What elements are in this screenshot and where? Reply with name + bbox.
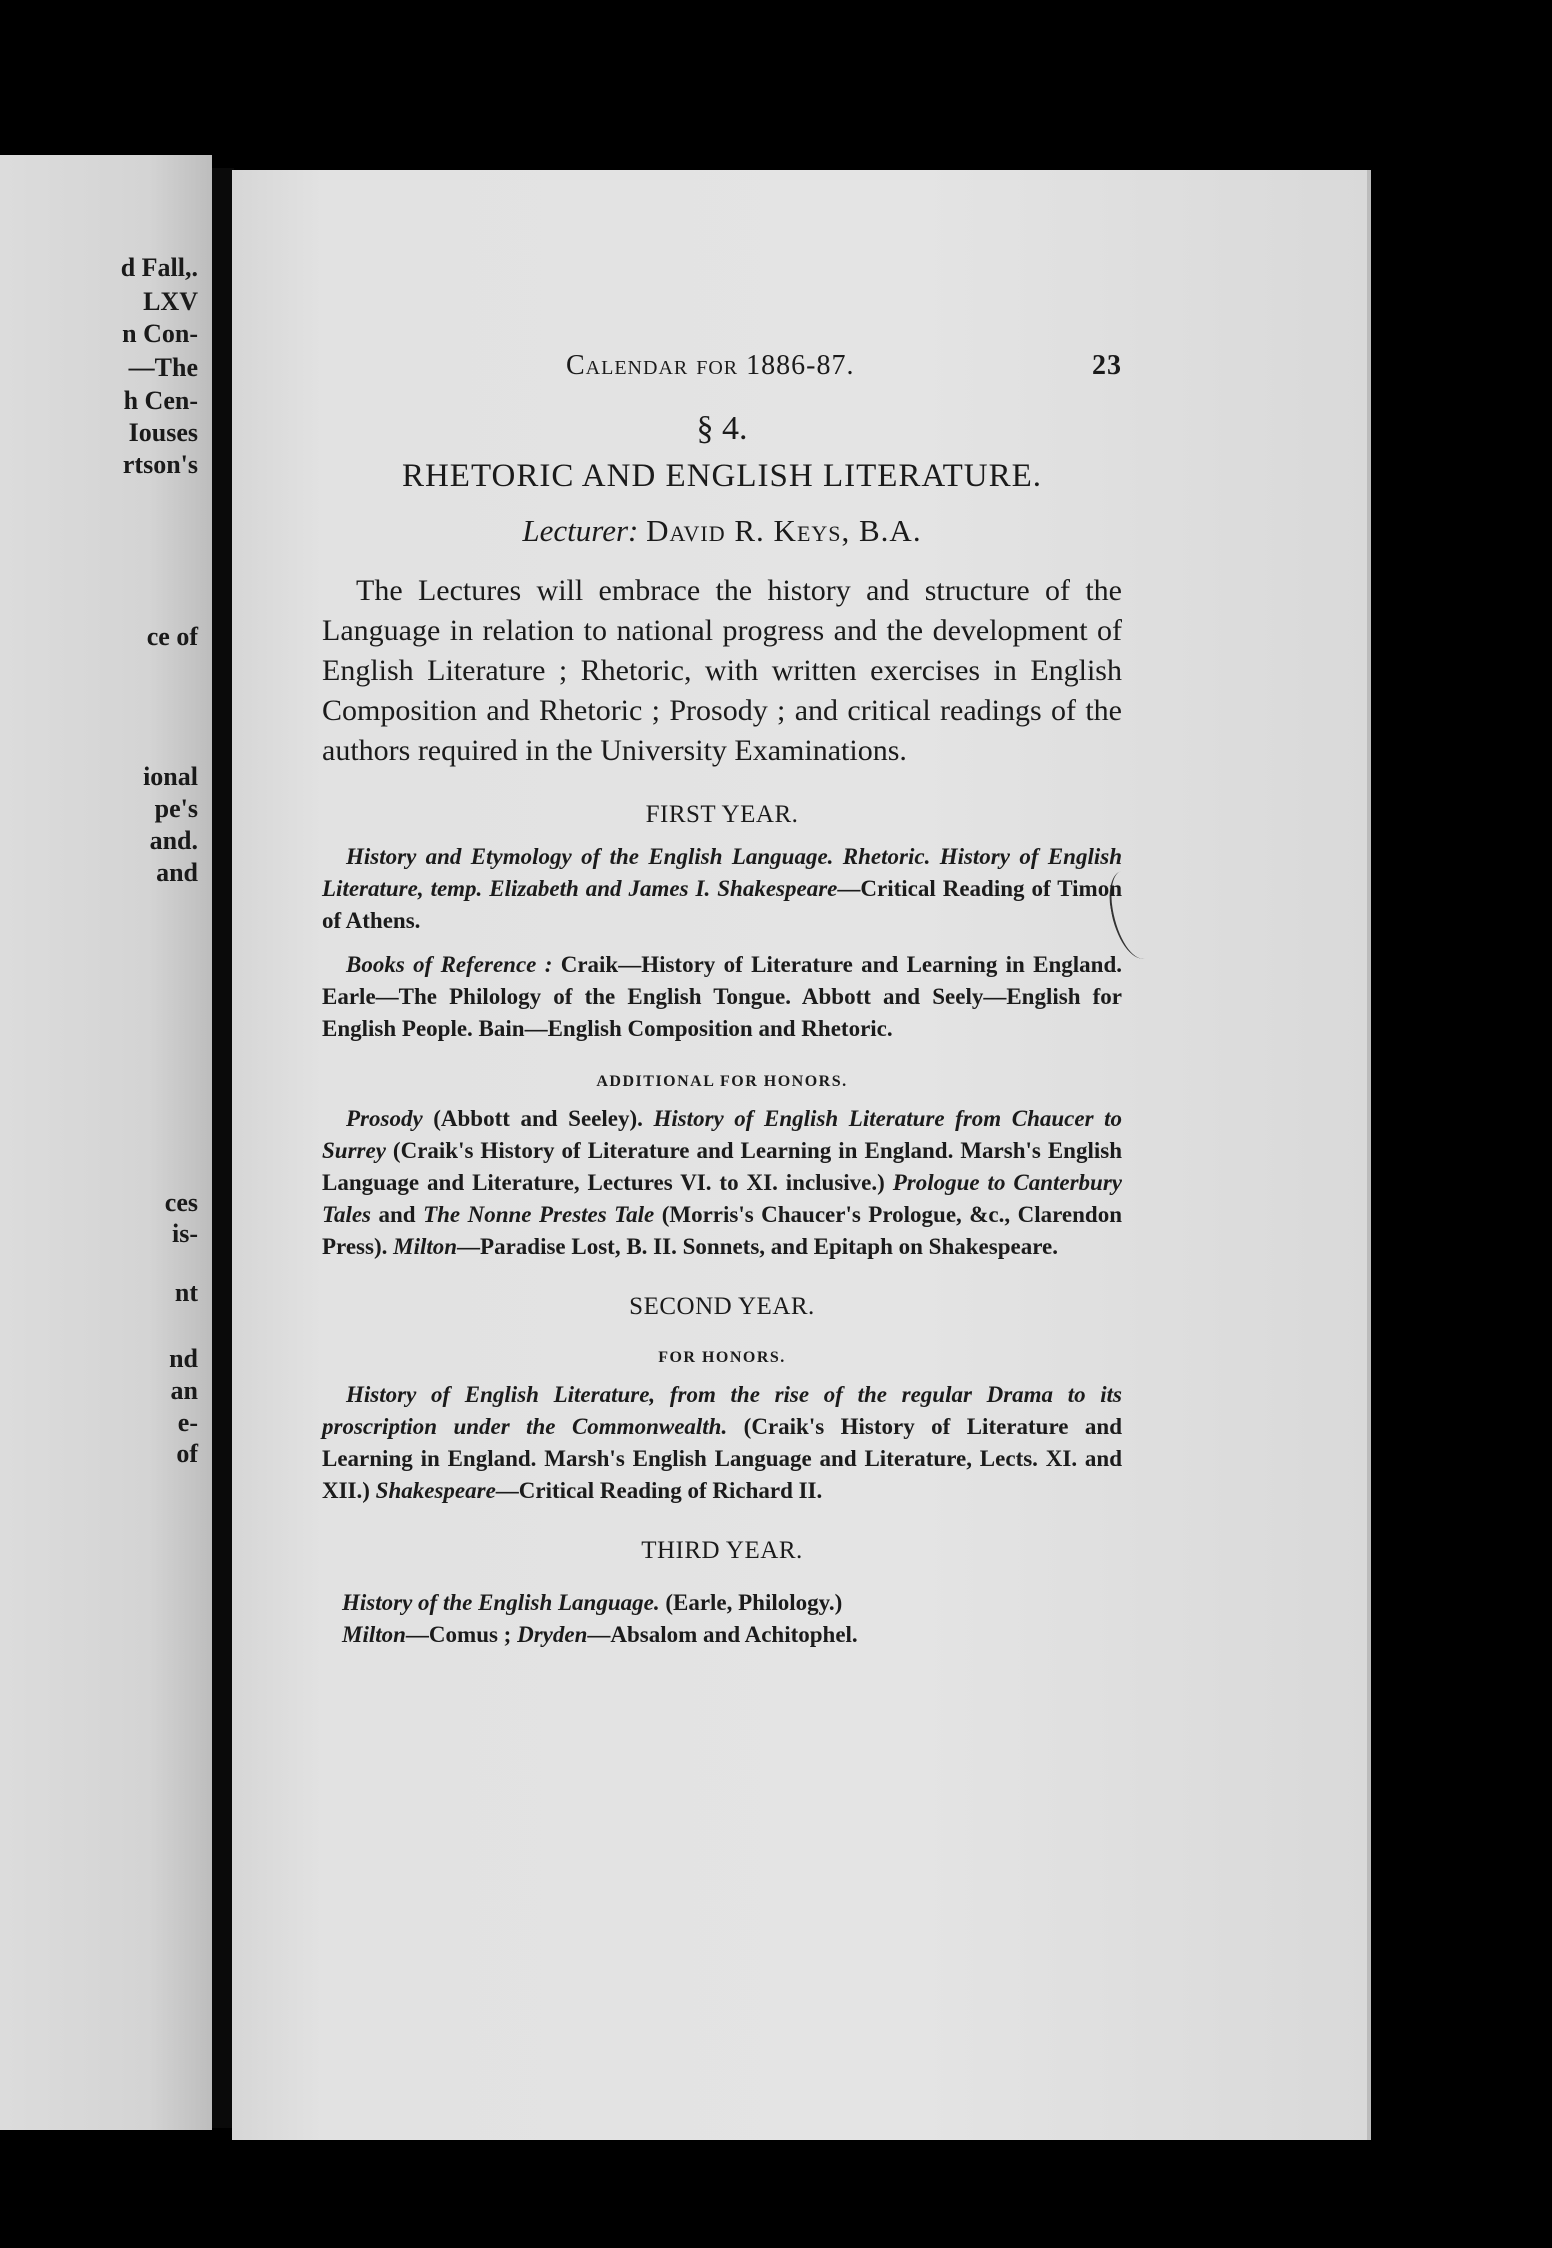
third-year-line-2 <box>322 1619 1122 1651</box>
course-title: Rhetoric. <box>842 844 931 869</box>
course-detail: (Abbott and Seeley). <box>433 1106 643 1131</box>
additional-honors-heading: ADDITIONAL FOR HONORS. <box>596 1073 848 1090</box>
course-title: History of English Literature, from the rise of the regular Drama to its proscription under the Commonwealth. <box>322 1382 1122 1439</box>
author-name: Milton <box>342 1622 406 1647</box>
author-name: Shakespeare <box>717 876 838 901</box>
facing-page-text-fragment: ces <box>164 1188 198 1217</box>
facing-page-text-fragment: d Fall,. <box>120 253 198 282</box>
author-name: Dryden <box>517 1622 588 1647</box>
course-detail: (Craik's History of Literature and Learning in England. Marsh's English Language and Literature, Lectures VI. to XI. inclusive.) <box>322 1138 1123 1195</box>
second-year-courses <box>322 1379 1122 1507</box>
first-year-heading: FIRST YEAR. <box>645 801 799 828</box>
facing-page-text-fragment: Iouses <box>128 418 198 447</box>
page <box>232 170 1371 2140</box>
first-year-courses <box>322 841 1122 937</box>
course-title: History of the English Language. <box>342 1590 660 1615</box>
page-content <box>322 350 1122 1651</box>
facing-page-text-fragment: nt <box>174 1278 198 1307</box>
course-detail: (Morris's Chaucer's Prologue, &c., Clarendon Press). <box>322 1202 1122 1259</box>
course-detail: (Craik's History of Literature and Learning in England. Marsh's English Language and Literature, Lects. XI. and XII.) <box>322 1414 1122 1503</box>
facing-page-text-fragment: rtson's <box>122 450 198 479</box>
facing-page-text-fragment: h Cen- <box>123 386 198 415</box>
facing-page-text-fragment: is- <box>172 1219 198 1248</box>
running-head <box>322 350 1122 390</box>
facing-page-text-fragment: an <box>170 1376 198 1405</box>
facing-page-text-fragment: ional <box>143 762 198 791</box>
second-year-heading: SECOND YEAR. <box>629 1293 815 1320</box>
facing-page-text-fragment: of <box>176 1439 198 1468</box>
facing-page-text-fragment: ce of <box>146 622 198 651</box>
course-detail: —Absalom and Achitophel. <box>587 1622 858 1647</box>
course-detail: —Paradise Lost, B. II. Sonnets, and Epitaph on Shakespeare. <box>457 1234 1058 1259</box>
references-label: Books of Reference : <box>346 952 553 977</box>
running-title: Calendar for 1886-87. <box>566 350 855 381</box>
page-number: 23 <box>1092 350 1122 381</box>
course-title: History of English Literature, temp. Elizabeth and James I. <box>322 844 1122 901</box>
third-year-line-1 <box>322 1587 1122 1619</box>
facing-page-text-fragment: and <box>156 858 198 887</box>
facing-page-text-fragment: and. <box>149 826 198 855</box>
facing-page-text-fragment: n Con- <box>122 319 198 348</box>
course-title: The Nonne Prestes Tale <box>423 1202 655 1227</box>
course-detail: —Critical Reading of Richard II. <box>495 1478 823 1503</box>
facing-page-text-fragment: e- <box>177 1408 198 1437</box>
first-year-honors-courses <box>322 1103 1122 1263</box>
course-title: Prologue to Canterbury Tales <box>322 1170 1123 1227</box>
facing-page-fragment <box>0 155 212 2130</box>
facing-page-text-fragment: pe's <box>154 794 198 823</box>
lecturer-label: Lecturer: <box>522 513 639 548</box>
section-mark: § 4. <box>696 410 748 447</box>
course-title: History of English Literature from Chaucer to Surrey <box>322 1106 1122 1163</box>
lecturer-line <box>322 513 1122 549</box>
author-name: Milton <box>393 1234 458 1259</box>
third-year-heading: THIRD YEAR. <box>641 1537 803 1564</box>
book-gutter <box>212 168 234 2128</box>
for-honors-heading: FOR HONORS. <box>658 1349 786 1366</box>
lecturer-name: David R. Keys, B.A. <box>646 513 922 548</box>
course-title: Prosody <box>346 1106 423 1131</box>
section-heading: RHETORIC AND ENGLISH LITERATURE. <box>401 458 1043 494</box>
author-name: Shakespeare <box>375 1478 496 1503</box>
facing-page-text-fragment: nd <box>169 1344 198 1373</box>
intro-paragraph: The Lectures will embrace the history and structure of the Language in relation to national progress and the development of English Literature ; Rhetoric, with written exercises in English Composition and Rhetoric ; Prosody ; and critical readings of the authors required in the University Examinations. <box>322 574 1122 767</box>
facing-page-text-fragment: LXV <box>143 287 198 316</box>
first-year-references <box>322 949 1122 1045</box>
facing-page-text-fragment: —The <box>128 353 198 382</box>
course-detail: —Comus ; <box>405 1622 512 1647</box>
course-detail: and <box>378 1202 416 1227</box>
course-title: History and Etymology of the English Language. <box>346 844 834 869</box>
course-detail: —Critical Reading of Timon of Athens. <box>322 876 1123 933</box>
course-detail: (Earle, Philology.) <box>665 1590 843 1615</box>
references-list: Craik—History of Literature and Learning in England. Earle—The Philology of the English Tongue. Abbott and Seely—English for English People. Bain—English Composition and Rhetoric. <box>322 952 1123 1041</box>
